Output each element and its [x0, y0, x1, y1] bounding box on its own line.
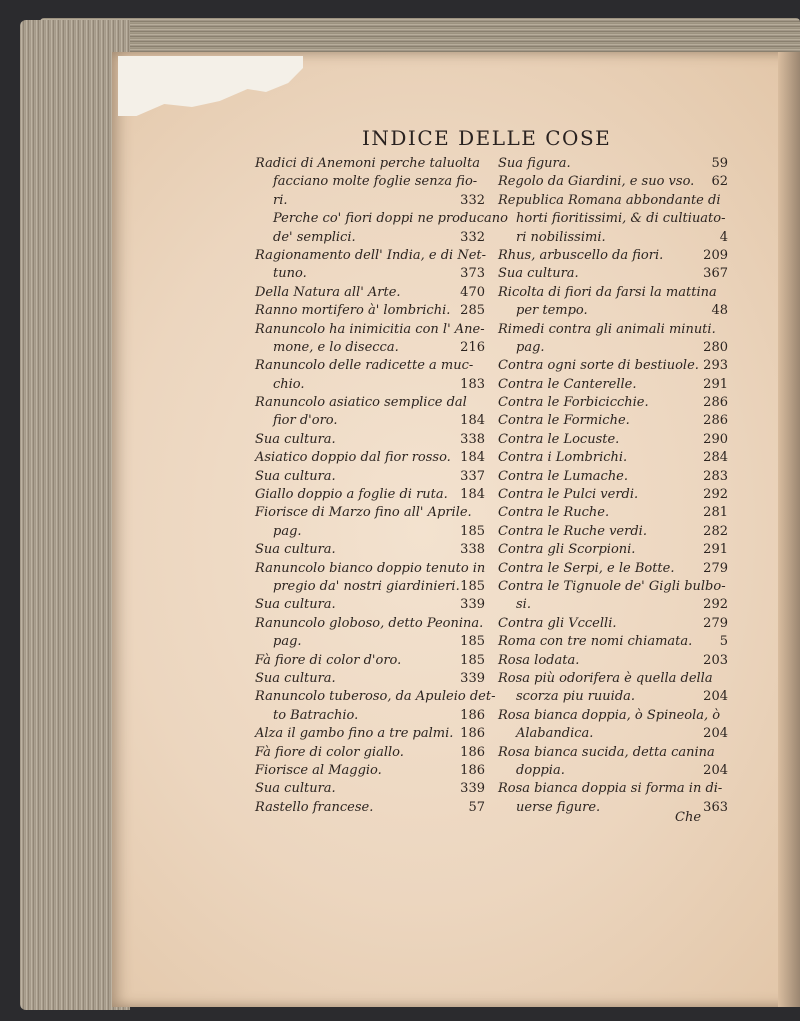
entry-page-number: 204	[703, 689, 728, 705]
entry-page-number: 186	[460, 744, 485, 760]
index-entry	[498, 247, 728, 265]
index-entry	[498, 670, 728, 688]
entry-text: fior d'oro.	[273, 413, 338, 429]
index-entry	[255, 504, 485, 522]
entry-text: Contra le Serpi, e le Botte.	[498, 560, 675, 576]
index-entry	[255, 541, 485, 559]
index-entry	[498, 725, 728, 743]
index-entry	[255, 578, 485, 596]
entry-text: Radici di Anemoni perche taluolta	[255, 156, 480, 171]
entry-page-number: 339	[460, 597, 485, 613]
entry-text: Perche co' fiori doppi ne producano	[273, 211, 508, 227]
index-entry	[255, 652, 485, 670]
index-entry	[498, 707, 728, 725]
entry-text: Contra le Canterelle.	[498, 376, 637, 392]
entry-text: Fiorisce al Maggio.	[255, 762, 382, 778]
entry-text: Contra le Formiche.	[498, 413, 630, 429]
entry-page-number: 185	[460, 578, 485, 594]
entry-page-number: 279	[703, 560, 728, 576]
index-entry	[498, 541, 728, 559]
entry-text: Contra le Forbicicchie.	[498, 395, 649, 411]
entry-page-number: 5	[719, 634, 728, 650]
catchword: Che	[675, 810, 702, 825]
entry-text: Contra le Pulci verdi.	[498, 487, 639, 503]
entry-page-number: 62	[711, 174, 728, 190]
index-entry	[255, 744, 485, 762]
index-entry	[498, 744, 728, 762]
entry-text: per tempo.	[516, 303, 588, 319]
entry-page-number: 470	[460, 284, 485, 300]
index-entry	[498, 560, 728, 578]
index-entry	[255, 431, 485, 449]
index-entry	[255, 155, 485, 173]
entry-text: Rosa lodata.	[498, 652, 580, 668]
index-entry	[255, 357, 485, 375]
index-entry	[255, 449, 485, 467]
entry-page-number: 292	[703, 487, 728, 503]
entry-text: Sua cultura.	[255, 670, 336, 686]
index-entry	[498, 284, 728, 302]
entry-page-number: 203	[703, 652, 728, 668]
entry-text: pag.	[273, 523, 302, 539]
entry-text: Alabandica.	[516, 726, 594, 742]
index-entry	[255, 762, 485, 780]
index-entry	[255, 412, 485, 430]
entry-text: Ricolta di fiori da farsi la mattina	[498, 284, 717, 300]
entry-text: Sua cultura.	[255, 468, 336, 484]
index-entry	[498, 339, 728, 357]
entry-page-number: 290	[703, 431, 728, 447]
entry-page-number: 204	[703, 762, 728, 778]
entry-text: Giallo doppio a foglie di ruta.	[255, 487, 448, 503]
entry-text: Rastello francese.	[255, 799, 374, 815]
entry-text: tuno.	[273, 266, 307, 282]
entry-text: Rosa bianca sucida, detta canina	[498, 744, 715, 760]
index-entry	[498, 523, 728, 541]
index-entry	[498, 394, 728, 412]
entry-text: Ragionamento dell' India, e di Net-	[255, 247, 487, 263]
entry-text: Ranuncolo globoso, detto Peonina.	[255, 615, 484, 631]
entry-text: doppia.	[516, 762, 565, 778]
entry-text: si.	[516, 597, 531, 613]
index-entry	[498, 762, 728, 780]
entry-text: Ranuncolo delle radicette a muc-	[255, 358, 474, 374]
entry-text: Sua figura.	[498, 156, 571, 171]
entry-text: pag.	[516, 339, 545, 355]
entry-page-number: 283	[703, 468, 728, 484]
entry-text: Contra le Locuste.	[498, 431, 620, 447]
index-entry	[498, 486, 728, 504]
entry-text: ri nobilissimi.	[516, 229, 606, 245]
index-entry	[255, 707, 485, 725]
entry-text: Sua cultura.	[255, 542, 336, 558]
index-entry	[498, 780, 728, 798]
entry-text: Alza il gambo fino a tre palmi.	[255, 726, 454, 742]
entry-page-number: 285	[460, 303, 485, 319]
entry-text: horti fioritissimi, & di cultiuato-	[516, 211, 726, 227]
entry-page-number: 186	[460, 707, 485, 723]
page-fold	[778, 52, 800, 1007]
index-entry	[255, 780, 485, 798]
index-entry	[498, 321, 728, 339]
index-entry	[498, 596, 728, 614]
entry-page-number: 184	[460, 487, 485, 503]
entry-page-number: 4	[719, 229, 728, 245]
entry-text: Ranno mortifero à' lombrichi.	[255, 303, 451, 319]
entry-text: pag.	[273, 634, 302, 650]
index-entry	[498, 173, 728, 191]
entry-page-number: 338	[460, 542, 485, 558]
entry-text: Roma con tre nomi chiamata.	[498, 634, 693, 650]
index-entry	[255, 670, 485, 688]
index-entry	[255, 394, 485, 412]
index-column-left	[255, 155, 508, 817]
index-entry	[255, 265, 485, 283]
entry-text: Contra le Ruche verdi.	[498, 523, 647, 539]
index-entry	[255, 247, 485, 265]
entry-text: pregio da' nostri giardinieri.	[273, 578, 460, 594]
entry-page-number: 280	[703, 339, 728, 355]
index-entry	[498, 302, 728, 320]
index-entry	[255, 173, 485, 191]
entry-text: mone, e lo disecca.	[273, 339, 399, 355]
entry-text: Republica Romana abbondante di	[498, 192, 721, 208]
entry-text: Fà fiore di color giallo.	[255, 744, 404, 760]
entry-page-number: 281	[703, 505, 728, 521]
entry-text: facciano molte foglie senza fio-	[273, 174, 478, 190]
entry-text: Ranuncolo tuberoso, da Apuleio det-	[255, 689, 496, 705]
index-entry	[255, 302, 485, 320]
index-entry	[255, 523, 485, 541]
index-entry	[255, 339, 485, 357]
entry-text: Contra i Lombrichi.	[498, 450, 628, 466]
entry-text: Sua cultura.	[255, 431, 336, 447]
entry-text: Rosa più odorifera è quella della	[498, 670, 713, 686]
index-entry	[255, 725, 485, 743]
index-entry	[255, 210, 508, 228]
index-entry	[255, 192, 485, 210]
entry-page-number: 286	[703, 413, 728, 429]
entry-text: Contra ogni sorte di bestiuole.	[498, 358, 699, 374]
entry-page-number: 48	[711, 303, 728, 319]
entry-text: Sua cultura.	[498, 266, 579, 282]
entry-page-number: 339	[460, 781, 485, 797]
index-entry	[498, 155, 728, 173]
entry-page-number: 185	[460, 634, 485, 650]
entry-page-number: 332	[460, 192, 485, 208]
entry-text: scorza piu ruuida.	[516, 689, 636, 705]
entry-page-number: 186	[460, 726, 485, 742]
entry-text: Contra le Lumache.	[498, 468, 629, 484]
entry-text: Fà fiore di color d'oro.	[255, 652, 402, 668]
index-entry	[498, 615, 728, 633]
entry-text: Sua cultura.	[255, 597, 336, 613]
entry-text: to Batrachio.	[273, 707, 359, 723]
entry-page-number: 57	[468, 799, 485, 815]
entry-page-number: 184	[460, 450, 485, 466]
index-entry	[498, 652, 728, 670]
index-entry	[498, 265, 728, 283]
index-entry	[255, 468, 485, 486]
entry-page-number: 373	[460, 266, 485, 282]
index-entry	[255, 486, 485, 504]
index-entry	[255, 284, 485, 302]
entry-text: Sua cultura.	[255, 781, 336, 797]
entry-page-number: 363	[703, 799, 728, 815]
entry-page-number: 338	[460, 431, 485, 447]
entry-page-number: 337	[460, 468, 485, 484]
index-entry	[498, 688, 728, 706]
index-entry	[255, 560, 485, 578]
entry-page-number: 216	[460, 339, 485, 355]
entry-page-number: 59	[711, 156, 728, 171]
index-entry	[498, 578, 728, 596]
entry-page-number: 282	[703, 523, 728, 539]
index-entry	[498, 431, 728, 449]
entry-page-number: 209	[703, 247, 728, 263]
entry-text: Contra gli Vccelli.	[498, 615, 617, 631]
entry-page-number: 339	[460, 670, 485, 686]
entry-page-number: 284	[703, 450, 728, 466]
index-entry	[498, 633, 728, 651]
index-entry	[255, 615, 485, 633]
index-entry	[255, 376, 485, 394]
entry-page-number: 185	[460, 523, 485, 539]
entry-page-number: 291	[703, 376, 728, 392]
entry-text: chio.	[273, 376, 305, 392]
entry-text: Asiatico doppio dal fior rosso.	[255, 450, 451, 466]
entry-text: Ranuncolo asiatico semplice dal	[255, 395, 467, 411]
entry-text: Ranuncolo bianco doppio tenuto in	[255, 560, 486, 576]
index-entry	[498, 192, 728, 210]
index-column-right	[498, 155, 728, 817]
entry-page-number: 204	[703, 726, 728, 742]
index-entry	[498, 468, 728, 486]
entry-page-number: 291	[703, 542, 728, 558]
entry-page-number: 186	[460, 762, 485, 778]
entry-page-number: 292	[703, 597, 728, 613]
entry-text: Rimedi contra gli animali minuti.	[498, 321, 716, 337]
entry-text: Contra le Ruche.	[498, 505, 610, 521]
entry-text: Rosa bianca doppia si forma in di-	[498, 781, 723, 797]
index-entry	[498, 412, 728, 430]
entry-text: Fiorisce di Marzo fino all' Aprile.	[255, 505, 472, 521]
index-entry	[255, 799, 485, 817]
entry-page-number: 332	[460, 229, 485, 245]
entry-text: ri.	[273, 192, 288, 208]
entry-text: Della Natura all' Arte.	[255, 284, 401, 300]
entry-text: Regolo da Giardini, e suo vso.	[498, 174, 695, 190]
entry-text: Contra gli Scorpioni.	[498, 542, 636, 558]
entry-page-number: 293	[703, 358, 728, 374]
index-entry	[255, 321, 485, 339]
page-header: INDICE DELLE COSE	[362, 126, 612, 150]
index-entry	[255, 633, 485, 651]
index-entry	[498, 504, 728, 522]
entry-text: uerse figure.	[516, 799, 601, 815]
entry-text: Rosa bianca doppia, ò Spineola, ò	[498, 707, 721, 723]
entry-page-number: 185	[460, 652, 485, 668]
index-entry	[498, 449, 728, 467]
entry-text: Contra le Tignuole de' Gigli bulbo-	[498, 578, 726, 594]
index-entry	[255, 596, 485, 614]
entry-text: Rhus, arbuscello da fiori.	[498, 247, 664, 263]
index-entry	[255, 229, 485, 247]
index-entry	[255, 688, 496, 706]
index-entry	[498, 376, 728, 394]
entry-page-number: 286	[703, 395, 728, 411]
entry-text: de' semplici.	[273, 229, 356, 245]
entry-page-number: 184	[460, 413, 485, 429]
index-entry	[498, 357, 728, 375]
entry-page-number: 183	[460, 376, 485, 392]
entry-page-number: 279	[703, 615, 728, 631]
entry-page-number: 367	[703, 266, 728, 282]
entry-text: Ranuncolo ha inimicitia con l' Ane-	[255, 321, 485, 337]
index-entry	[498, 229, 728, 247]
index-entry	[498, 210, 728, 228]
